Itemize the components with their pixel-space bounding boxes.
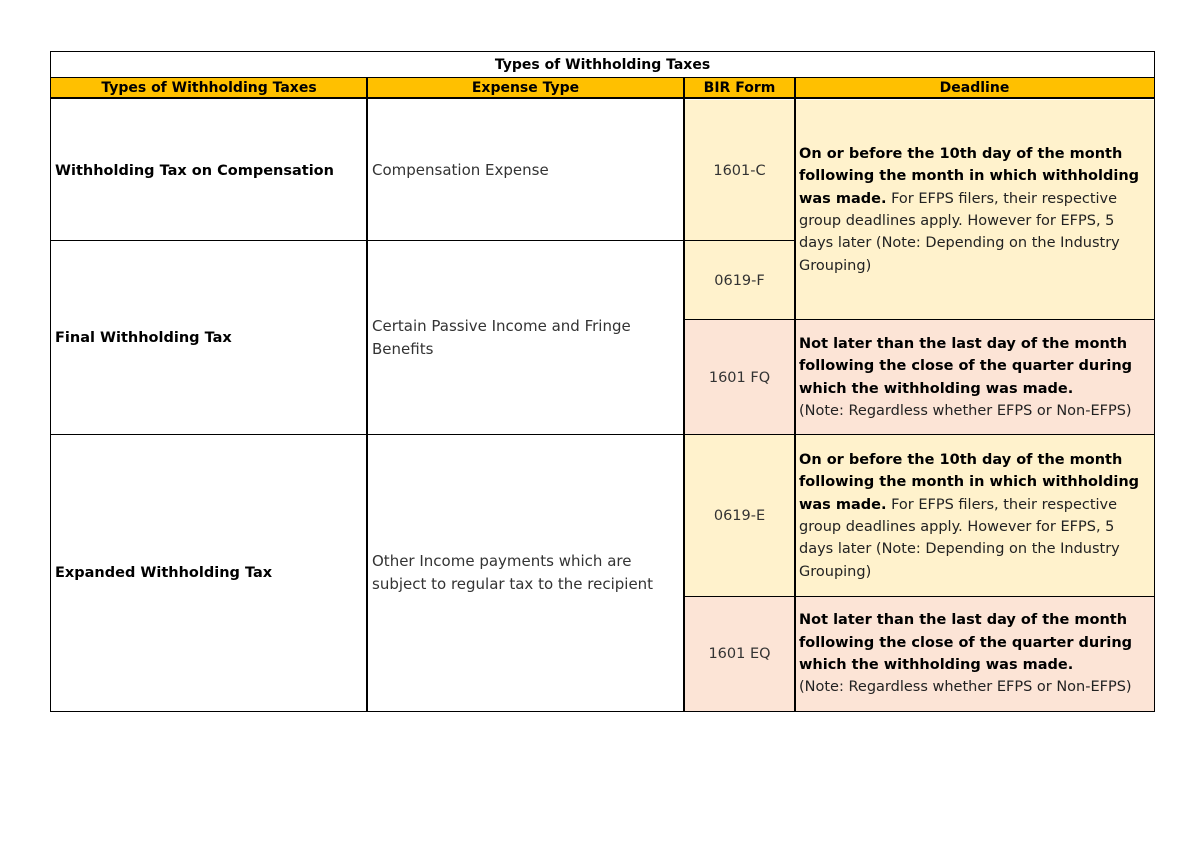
deadline-quarterly-1-main: Not later than the last day of the month following the close of the quarter during which the withholding was made. (799, 335, 1133, 397)
table-title: Types of Withholding Taxes (51, 52, 1154, 78)
deadline-monthly-2-main: On or before the 10th day of the month following the month in which withholding was made. (799, 452, 1140, 513)
grid-line (51, 240, 684, 241)
form-0619-f: 0619-F (714, 272, 765, 289)
deadline-quarterly-1 (796, 320, 1154, 435)
header-bir-form: BIR Form (684, 78, 795, 99)
expense-final: Certain Passive Income and Fringe Benefits (372, 317, 631, 358)
form-1601-fq: 1601 FQ (708, 369, 771, 386)
form-1601-eq: 1601 EQ (708, 646, 771, 662)
deadline-monthly-1-main: On or before the 10th day of the month following the month in which withholding was made. (799, 146, 1140, 207)
withholding-tax-table (50, 51, 1155, 712)
grid-line (684, 240, 795, 241)
expense-expanded: Other Income payments which are subject to regular tax to the recipient (372, 552, 654, 593)
type-expanded: Expanded Withholding Tax (55, 565, 273, 581)
deadline-quarterly-2 (796, 597, 1154, 711)
deadline-monthly-2 (796, 435, 1154, 597)
header-expense-type: Expense Type (367, 78, 684, 99)
form-0619-e: 0619-E (713, 508, 766, 524)
grid-line (684, 596, 1154, 597)
type-final: Final Withholding Tax (55, 330, 232, 346)
deadline-monthly-1 (796, 100, 1154, 320)
form-1601-c: 1601-C (713, 162, 766, 179)
deadline-monthly-2-note: For EFPS filers, their respective group deadlines apply. However for EFPS, 5 days later (Note: Depending on the Industry Grouping) (799, 496, 1120, 580)
grid-line (683, 78, 685, 711)
grid-line (366, 78, 368, 711)
deadline-monthly-1-note: For EFPS filers, their respective group deadlines apply. However for EFPS, 5 days later (Note: Depending on the Industry Grouping) (799, 190, 1120, 274)
deadline-quarterly-2-main: Not later than the last day of the month following the close of the quarter during which the withholding was made. (799, 612, 1133, 673)
header-deadline: Deadline (795, 78, 1154, 99)
grid-line (684, 319, 1154, 320)
expense-compensation: Compensation Expense (372, 161, 549, 179)
deadline-quarterly-1-note: (Note: Regardless whether EFPS or Non-EFPS) (799, 402, 1132, 419)
header-types: Types of Withholding Taxes (51, 78, 367, 99)
grid-line (794, 78, 796, 711)
grid-line (51, 434, 1154, 435)
deadline-quarterly-2-note: (Note: Regardless whether EFPS or Non-EFPS) (799, 679, 1132, 696)
type-compensation: Withholding Tax on Compensation (55, 162, 334, 179)
